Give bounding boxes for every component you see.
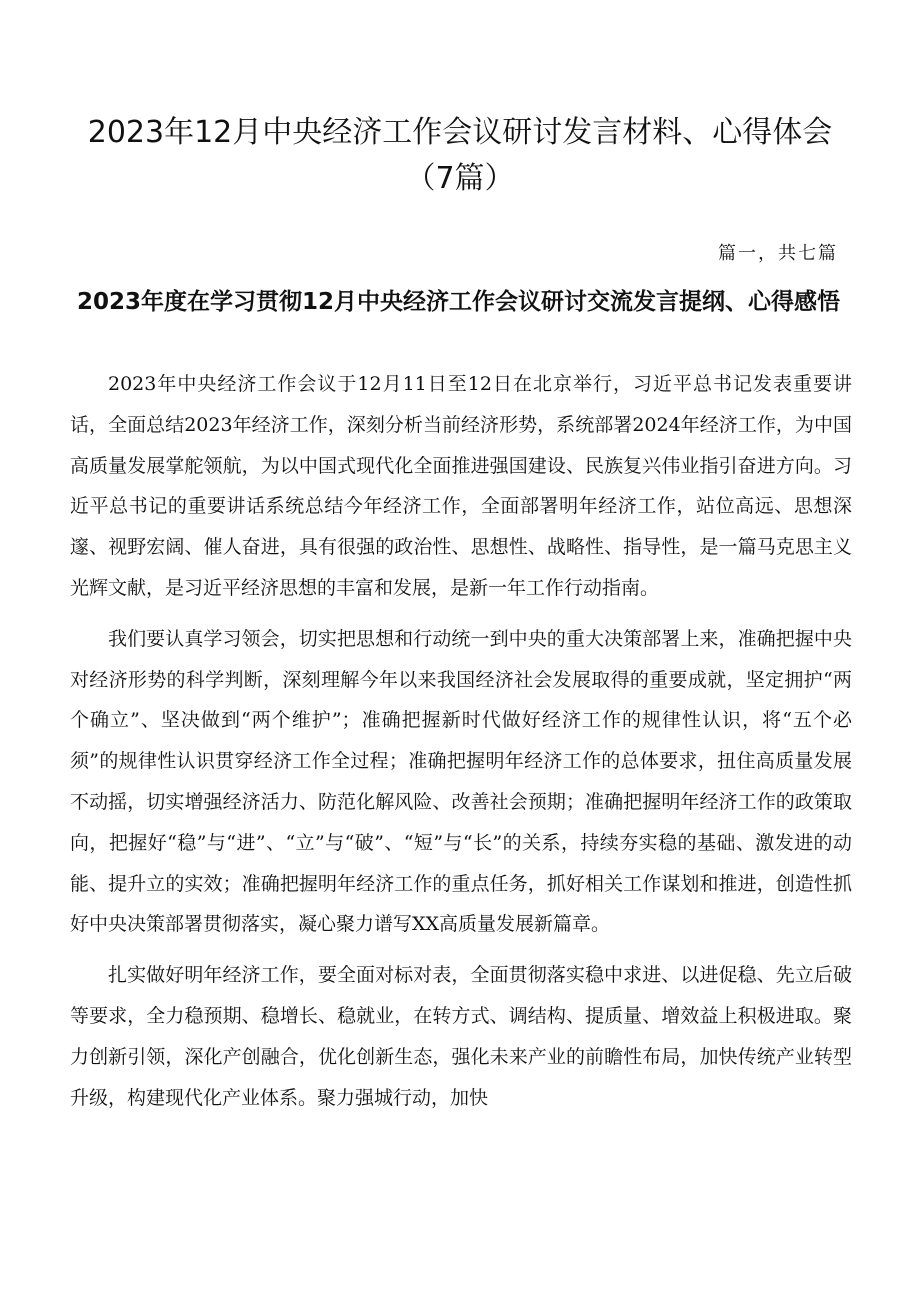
part-label: 篇一，共七篇 bbox=[718, 243, 838, 264]
article-body bbox=[70, 364, 852, 1128]
paragraph-2: 我们要认真学习领会，切实把思想和行动统一到中央的重大决策部署上来，准确把握中央对经济形势的科学判断，深刻理解今年以来我国经济社会发展取得的重要成就，坚定拥护“两个确立”、坚决做到“两个维护”；准确把握新时代做好经济工作的规律性认识，将“五个必须”的规律性认识贯穿经济工作全过程；准确把握明年经济工作的总体要求，扭住高质量发展不动摇，切实增强经济活力、防范化解风险、改善社会预期；准确把握明年经济工作的政策取向，把握好“稳”与“进”、“立”与“破”、“短”与“长”的关系，持续夯实稳的基础、激发进的动能、提升立的实效；准确把握明年经济工作的重点任务，抓好相关工作谋划和推进，创造性抓好中央决策部署贯彻落实，凝心聚力谱写XX高质量发展新篇章。 bbox=[70, 627, 852, 936]
article-title: 2023年度在学习贯彻12月中央经济工作会议研讨交流发言提纲、心得感悟 bbox=[76, 289, 840, 315]
paragraph-3: 扎实做好明年经济工作，要全面对标对表，全面贯彻落实稳中求进、以进促稳、先立后破等要求，全力稳预期、稳增长、稳就业，在转方式、调结构、提质量、增效益上积极进取。聚力创新引领，深化产创融合，优化创新生态，强化未来产业的前瞻性布局，加快传统产业转型升级，构建现代化产业体系。聚力强城行动，加快 bbox=[70, 964, 852, 1109]
paragraph-1: 2023年中央经济工作会议于12月11日至12日在北京举行，习近平总书记发表重要讲话，全面总结2023年经济工作，深刻分析当前经济形势，系统部署2024年经济工作，为中国高质量发展掌舵领航，为以中国式现代化全面推进强国建设、民族复兴伟业指引奋进方向。习近平总书记的重要讲话系统总结今年经济工作，全面部署明年经济工作，站位高远、思想深邃、视野宏阔、催人奋进，具有很强的政治性、思想性、战略性、指导性，是一篇马克思主义光辉文献，是习近平经济思想的丰富和发展，是新一年工作行动指南。 bbox=[70, 373, 852, 599]
document-title: 2023年12月中央经济工作会议研讨发言材料、心得体会（7篇） bbox=[87, 115, 833, 196]
